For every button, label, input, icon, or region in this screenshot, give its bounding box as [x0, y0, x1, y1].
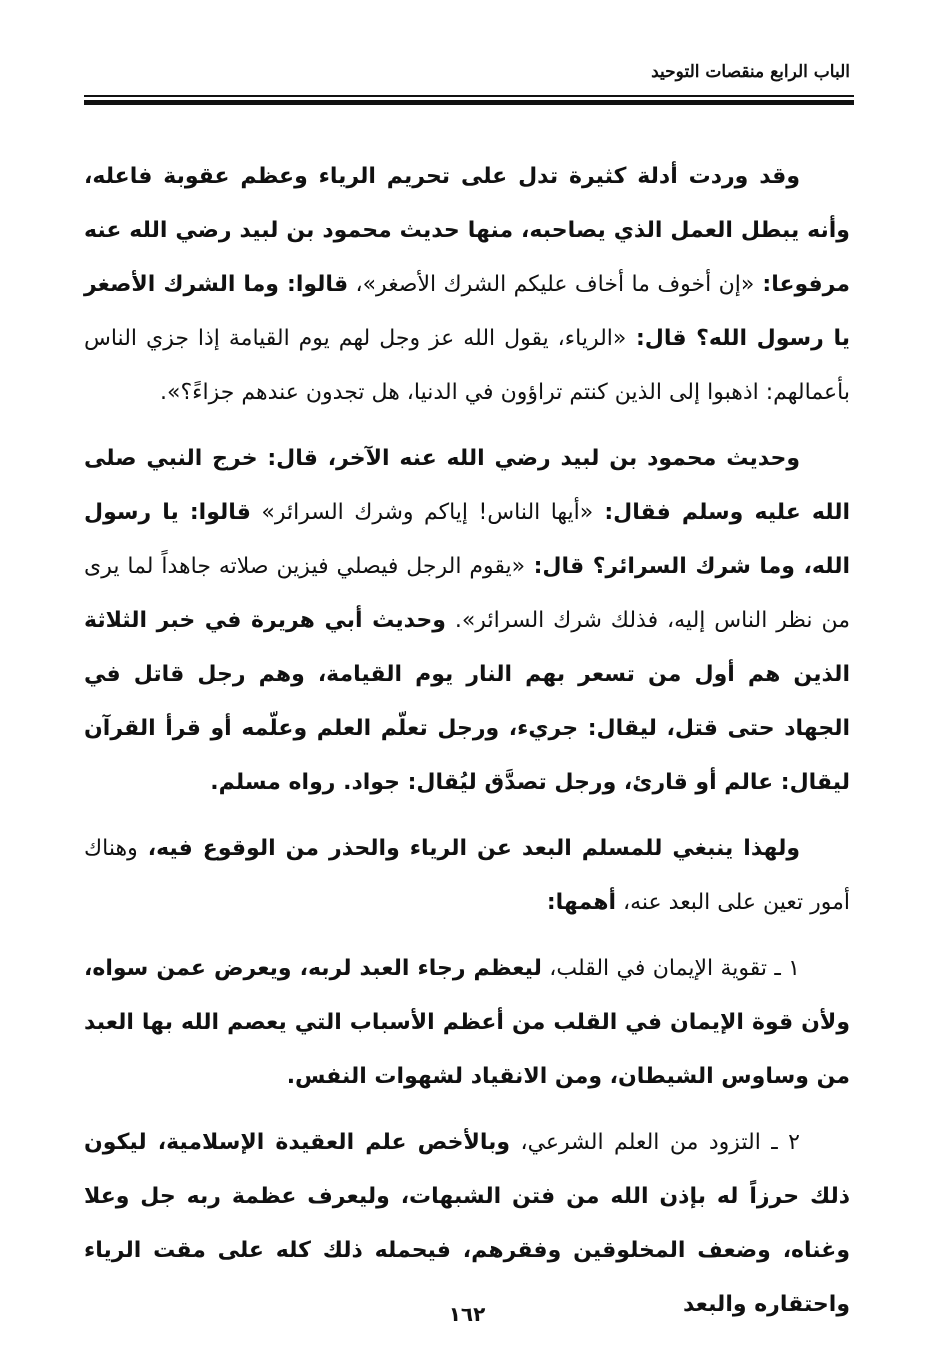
hadith-quote: «أيها الناس! إياكم وشرك السرائر»	[250, 500, 594, 525]
paragraph-text: أهمها:	[546, 890, 616, 915]
page-number: ١٦٢	[448, 1302, 486, 1326]
paragraph-text: ولهذا ينبغي للمسلم البعد عن الرياء والحذر من الوقوع فيه،	[137, 836, 800, 861]
paragraph-text: وقد وردت أدلة كثيرة تدل على تحريم الرياء وعظم عقوبة فاعله، وأنه يبطل العمل الذي يصاحبه، منها حديث محمود بن لبيد رضي الله عنه مرفوعا:	[84, 164, 850, 297]
list-item-heading: ٢ ـ التزود من العلم الشرعي،	[510, 1130, 800, 1155]
list-item-2	[84, 1116, 850, 1332]
hadith-quote: «إن أخوف ما أخاف عليكم الشرك الأصغر»،	[348, 272, 755, 297]
paragraph-hidden-shirk	[84, 432, 850, 810]
header-rule-thick	[84, 100, 854, 105]
running-header: الباب الرابع منقصات التوحيد	[651, 62, 850, 82]
paragraph-text: قالوا: يا رسول الله، وما شرك السرائر؟ قال:	[84, 500, 851, 579]
paragraph-riya-evidence	[84, 150, 850, 420]
paragraph-text: ليعظم رجاء العبد لربه، ويعرض عمن سواه، ولأن قوة الإيمان في القلب من أعظم الأسباب التي يعصم الله بها العبد من وساوس الشيطان، ومن الانقياد لشهوات النفس.	[84, 956, 850, 1089]
hadith-quote: «يقوم الرجل فيصلي فيزين صلاته جاهداً لما يرى من نظر الناس إليه، فذلك شرك السرائر».	[84, 554, 851, 633]
paragraph-text: وبالأخص علم العقيدة الإسلامية، ليكون ذلك حرزاً له بإذن الله من فتن الشبهات، وليعرف عظمة ربه جل وعلا وغناه، وضعف المخلوقين وفقرهم، فيحمله ذلك كله على مقت الرياء واحتقاره والبعد	[84, 1130, 850, 1317]
page-body	[84, 150, 850, 1332]
paragraph-avoidance-intro	[84, 822, 850, 930]
paragraph-text: وهناك أمور تعين على البعد عنه،	[84, 836, 850, 915]
paragraph-text: قالوا: وما الشرك الأصغر يا رسول الله؟ قال:	[84, 272, 850, 351]
paragraph-text: وحديث محمود بن لبيد رضي الله عنه الآخر، قال: خرج النبي صلى الله عليه وسلم فقال:	[84, 446, 850, 525]
header-rule-thin	[84, 95, 854, 97]
list-item-1	[84, 942, 850, 1104]
hadith-quote: «الرياء، يقول الله عز وجل لهم يوم القيامة إذا جزي الناس بأعمالهم: اذهبوا إلى الذين كنتم تراؤون في الدنيا، هل تجدون عندهم جزاءً؟».	[84, 326, 850, 405]
list-item-heading: ١ ـ تقوية الإيمان في القلب،	[541, 956, 800, 981]
paragraph-text: وحديث أبي هريرة في خبر الثلاثة الذين هم أول من تسعر بهم النار يوم القيامة، وهم رجل قاتل في الجهاد حتى قتل، ليقال: جريء، ورجل تعلّم العلم وعلّمه أو قرأ القرآن ليقال: عالم أو قارئ، ورجل تصدَّق ليُقال: جواد. رواه مسلم.	[84, 608, 850, 795]
